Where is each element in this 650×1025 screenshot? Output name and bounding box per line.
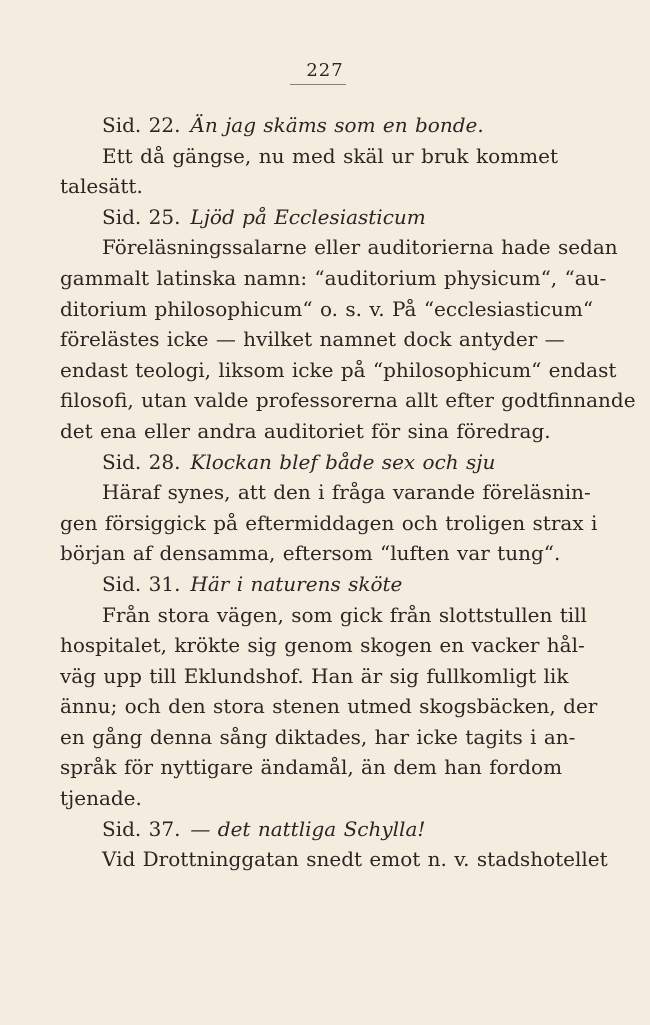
text-line: en gång denna sång diktades, har icke tagits i an-: [60, 724, 576, 749]
text-line: Från stora vägen, som gick från slottstullen till: [102, 602, 587, 627]
note-reference: Sid. 31.: [102, 571, 181, 596]
text-line: hospitalet, krökte sig genom skogen en vacker hål-: [60, 633, 585, 658]
note-heading: [60, 202, 558, 233]
text-line: gammalt latinska namn: “auditorium physicum“, “au-: [60, 265, 607, 290]
note-quote: Klockan blef både sex och sju: [190, 449, 496, 474]
text-line: Föreläsningssalarne eller auditorierna hade sedan: [102, 235, 618, 260]
page-number: 227: [306, 60, 344, 81]
text-line: filosofi, utan valde professorerna allt efter godtfinnande: [60, 388, 636, 413]
note-heading: [60, 447, 558, 478]
text-line: det ena eller andra auditoriet för sina föredrag.: [60, 418, 551, 443]
note-quote: Ljöd på Ecclesiasticum: [190, 204, 426, 229]
note-reference: Sid. 28.: [102, 449, 181, 474]
note-reference: Sid. 22.: [102, 113, 181, 137]
note-quote: Än jag skäms som en bonde.: [190, 113, 484, 137]
text-line: Häraf synes, att den i fråga varande föreläsnin-: [102, 480, 591, 505]
text-line: Ett då gängse, nu med skäl ur bruk kommet: [102, 143, 558, 168]
note-quote: — det nattliga Schylla!: [190, 816, 426, 841]
text-line: endast teologi, liksom icke på “philosophicum“ endast: [60, 357, 617, 382]
note-reference: Sid. 25.: [102, 204, 181, 229]
note-heading: [60, 814, 558, 845]
text-line: början af densamma, eftersom “luften var tung“.: [60, 541, 561, 566]
text-line: tjenade.: [60, 786, 142, 811]
text-line: Vid Drottninggatan snedt emot n. v. stadshotellet: [102, 847, 608, 872]
note-heading: [60, 110, 558, 141]
text-line: ännu; och den stora stenen utmed skogsbäcken, der: [60, 694, 598, 719]
text-line: gen försiggick på eftermiddagen och troligen strax i: [60, 510, 598, 535]
text-line: ditorium philosophicum“ o. s. v. På “ecclesiasticum“: [60, 296, 594, 321]
text-line: språk för nyttigare ändamål, än dem han fordom: [60, 755, 563, 780]
text-line: förelästes icke — hvilket namnet dock antyder —: [60, 327, 565, 352]
body-text: [60, 110, 636, 875]
note-heading: [60, 569, 558, 600]
page-number-rule: [290, 84, 346, 85]
note-quote: Här i naturens sköte: [190, 571, 403, 596]
note-reference: Sid. 37.: [102, 816, 181, 841]
text-line: talesätt.: [60, 174, 143, 199]
text-line: väg upp till Eklundshof. Han är sig fullkomligt lik: [60, 663, 569, 688]
